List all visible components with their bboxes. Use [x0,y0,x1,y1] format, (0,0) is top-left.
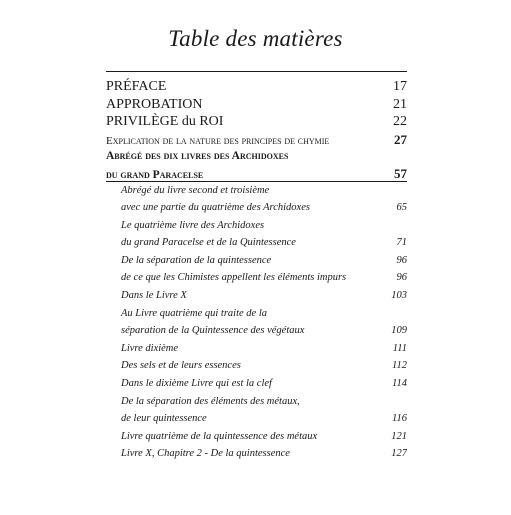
page-title: Table des matières [168,26,343,51]
subentry-label: avec une partie du quatrième des Archidoxes [121,202,310,214]
subentry-page: 65 [396,202,407,214]
subentry-page: 71 [396,237,407,249]
toc-entry-label: Abrégé des dix livres des Archidoxes [106,149,289,162]
toc-entry-label: PRIVILÈGE du ROI [106,114,224,129]
toc-entry-label: PRÉFACE [106,79,167,94]
subentry-page: 127 [391,448,407,460]
toc-entry-privilege [106,113,407,131]
subentry-label: Abrégé du livre second et troisième [121,184,270,196]
subentry-label: De la séparation des éléments des métaux, [121,395,300,407]
subentry-page: 109 [391,325,407,337]
subentry-page: 111 [392,342,407,354]
subentry-page: 96 [396,254,407,266]
subentry-line [106,305,407,323]
subentry-label: Au Livre quatrième qui traite de la [121,307,268,319]
toc-entry-page: 27 [394,131,407,147]
subentry [106,357,407,375]
subentry-label: de ce que les Chimistes appellent les éléments impurs [121,272,347,284]
subentry-label: du grand Paracelse et de la Quintessence [121,237,296,249]
subentry [106,410,407,428]
toc-entry-page: 17 [393,79,407,94]
subentry [106,199,407,217]
subentry-page: 96 [396,272,407,284]
toc-entry-preface [106,78,407,96]
subentry [106,322,407,340]
subentry-label: séparation de la Quintessence des végétaux [121,325,305,337]
subentry-label: Livre X, Chapitre 2 - De la quintessence [121,448,290,460]
subentry-line [106,393,407,411]
subentry-page: 116 [392,413,407,425]
subentry-page: 114 [392,378,407,390]
toc-entry-label: Explication de la nature des principes de chymie [106,134,330,147]
subentry-label: Dans le Livre X [121,290,187,302]
subentry [106,287,407,305]
subentry-label: Dans le dixième Livre qui est la clef [121,378,272,390]
subentry-page: 103 [391,290,407,302]
subentry-line [106,182,407,200]
subentry [106,445,407,463]
toc-entry-page: 22 [393,114,407,129]
table-of-contents [106,78,407,463]
toc-entry-page: 21 [393,96,407,112]
toc-entry-explication [106,131,407,148]
subentry-label: de leur quintessence [121,413,207,425]
subentry [106,428,407,446]
toc-entry-label: APPROBATION [106,96,203,112]
subentry-label: De la séparation de la quintessence [121,254,272,266]
toc-entry-archidoxes-line1 [106,148,407,165]
subentry [106,375,407,393]
subentry-label: Des sels et de leurs essences [121,360,241,372]
subentry-line [106,217,407,235]
subentry [106,269,407,287]
toc-entry-label: du grand Paracelse [106,168,204,181]
subentry-page: 112 [392,360,407,372]
subentry-label: Le quatrième livre des Archidoxes [121,219,265,231]
subentry [106,252,407,270]
subentry [106,340,407,358]
toc-entry-page: 57 [394,165,407,181]
subentry-label: Livre dixième [121,342,179,354]
subentry [106,234,407,252]
subentry-label: Livre quatrième de la quintessence des métaux [121,430,318,442]
toc-entry-approbation [106,96,407,114]
title-rule [106,71,407,72]
subentry-page: 121 [391,430,407,442]
